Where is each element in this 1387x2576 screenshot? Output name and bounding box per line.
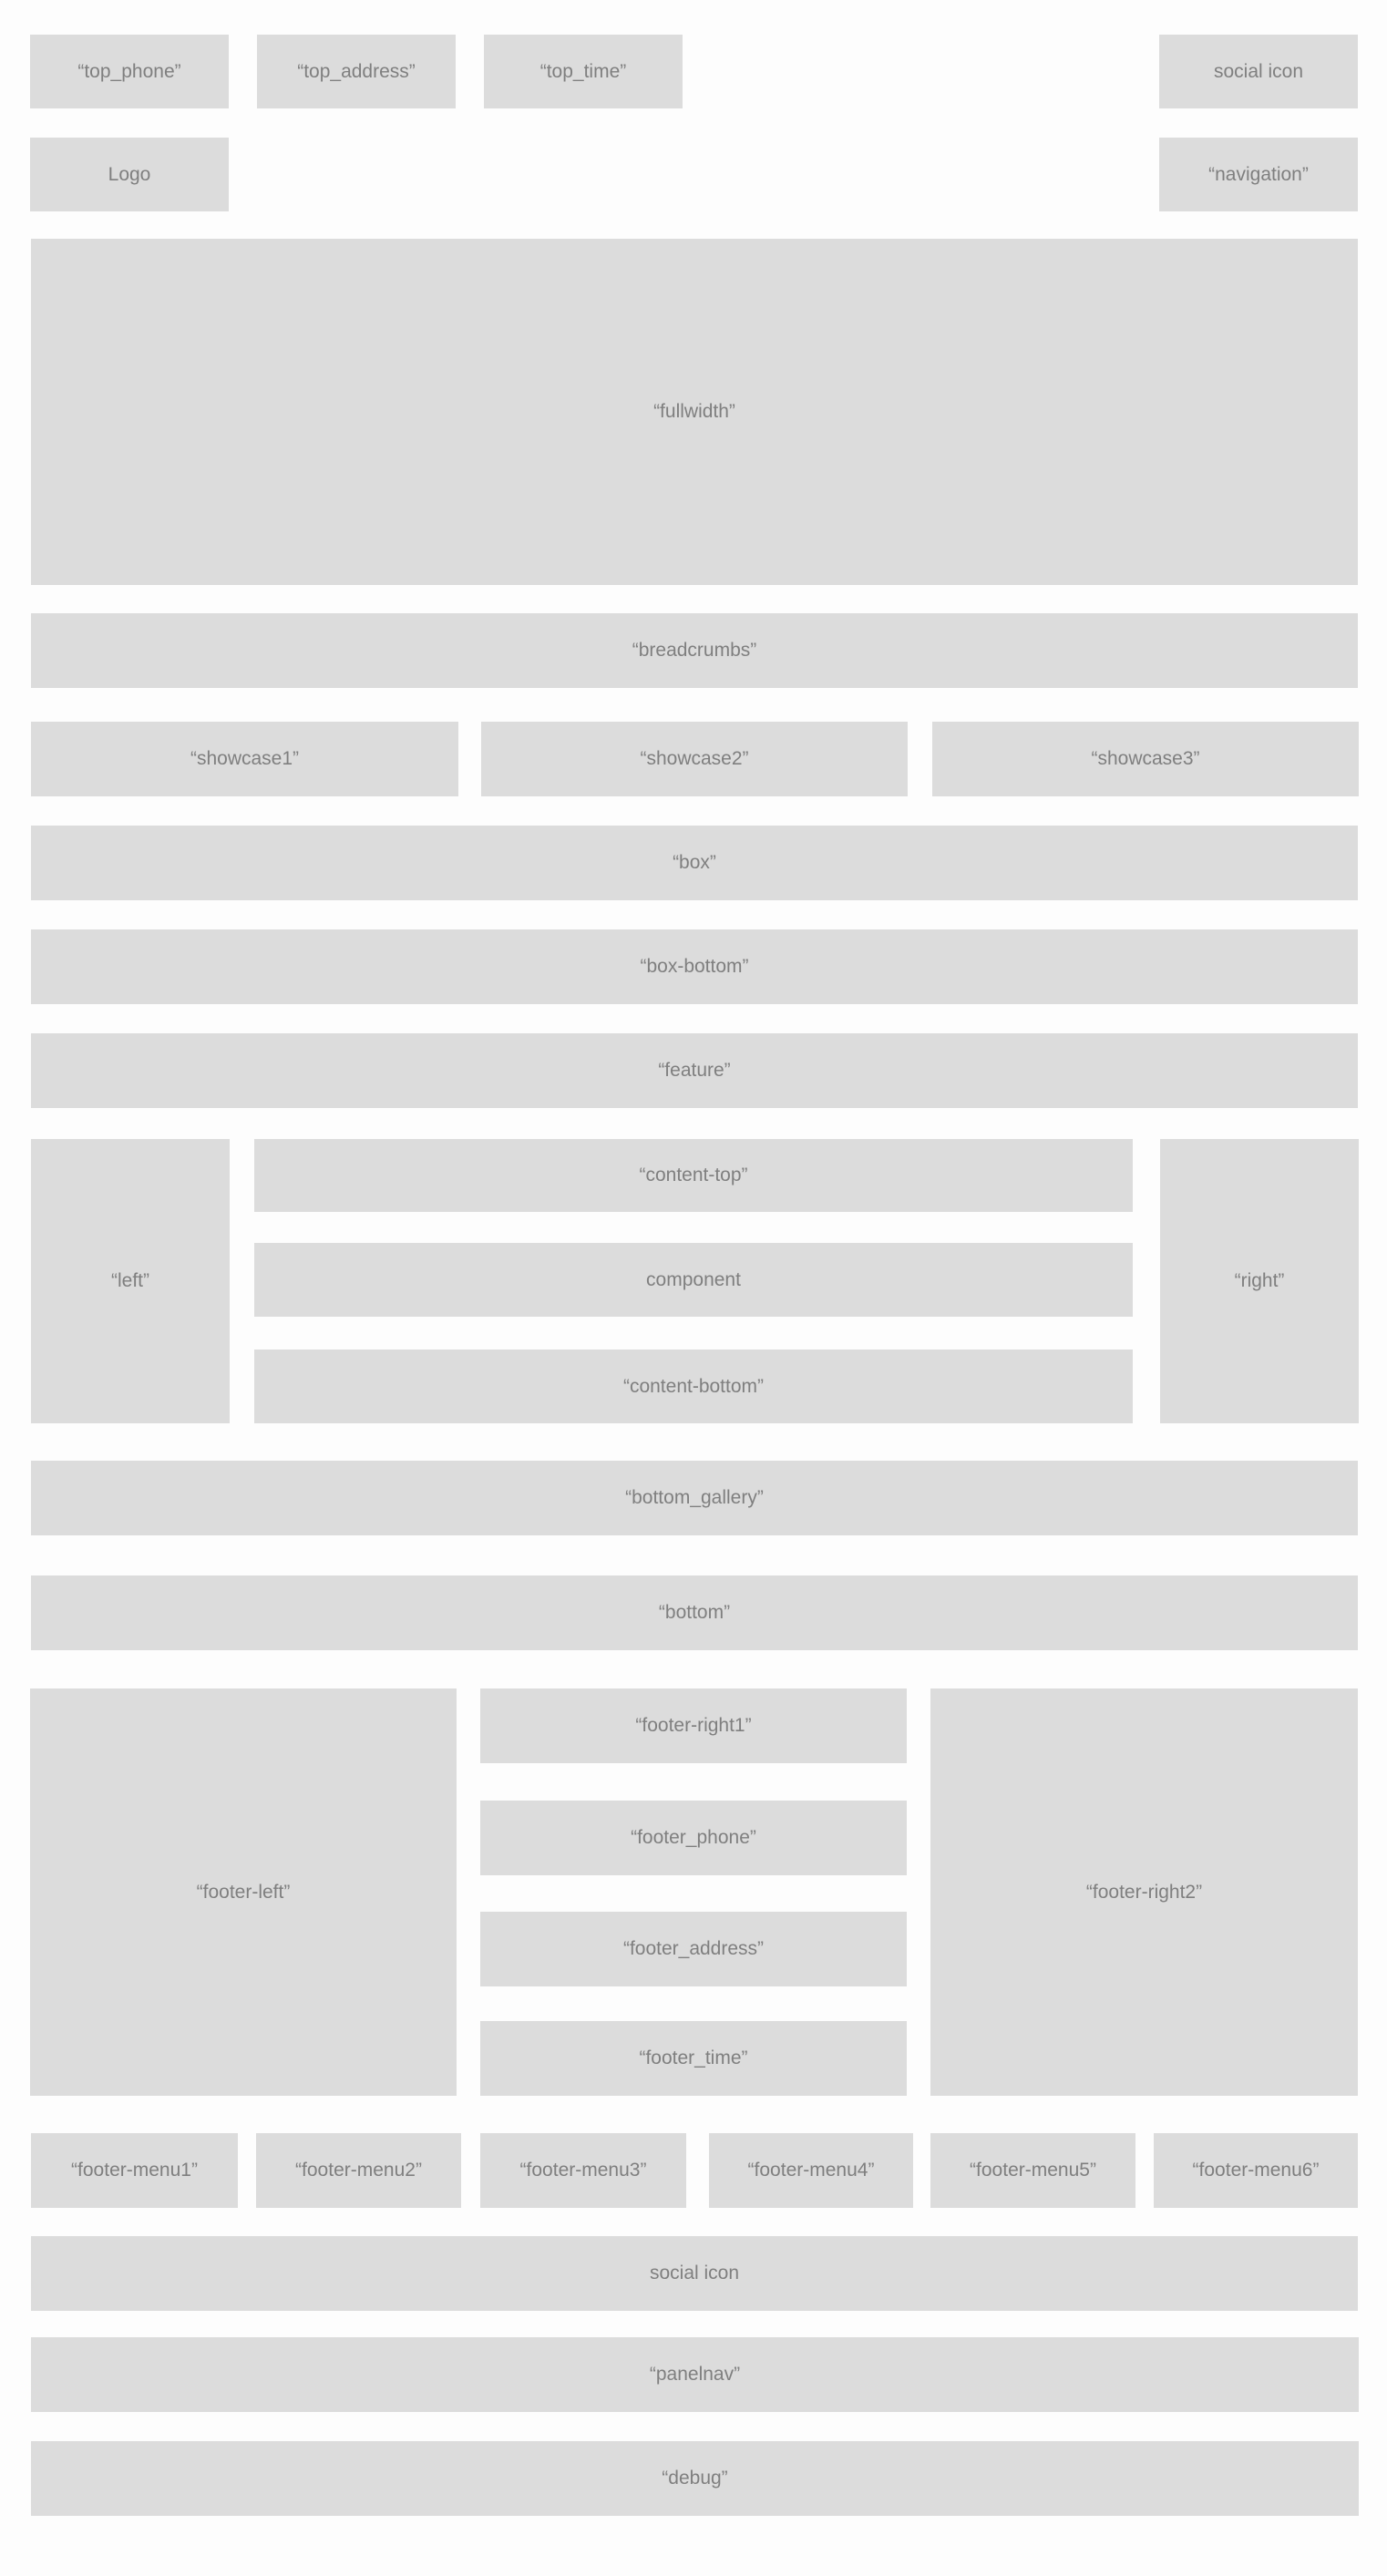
component-block: component — [254, 1243, 1133, 1317]
footer-menu3-block: “footer-menu3” — [480, 2133, 686, 2208]
top-address-block: “top_address” — [257, 35, 456, 108]
bottom-gallery-block: “bottom_gallery” — [31, 1461, 1358, 1535]
showcase2-block: “showcase2” — [481, 722, 908, 796]
content-top-block: “content-top” — [254, 1139, 1133, 1212]
content-bottom-block: “content-bottom” — [254, 1350, 1133, 1423]
showcase1-block: “showcase1” — [31, 722, 458, 796]
footer-address-block: “footer_address” — [480, 1912, 907, 1986]
breadcrumbs-block: “breadcrumbs” — [31, 613, 1358, 688]
top-social-icon-block: social icon — [1159, 35, 1358, 108]
footer-right1-block: “footer-right1” — [480, 1688, 907, 1763]
footer-phone-block: “footer_phone” — [480, 1801, 907, 1875]
box-block: “box” — [31, 826, 1358, 900]
footer-menu4-block: “footer-menu4” — [709, 2133, 913, 2208]
top-time-block: “top_time” — [484, 35, 683, 108]
bottom-block: “bottom” — [31, 1575, 1358, 1650]
left-sidebar-block: “left” — [31, 1139, 230, 1423]
footer-menu1-block: “footer-menu1” — [31, 2133, 238, 2208]
footer-left-block: “footer-left” — [30, 1688, 457, 2096]
footer-social-icon-block: social icon — [31, 2236, 1358, 2311]
box-bottom-block: “box-bottom” — [31, 929, 1358, 1004]
footer-menu6-block: “footer-menu6” — [1154, 2133, 1358, 2208]
panelnav-block: “panelnav” — [31, 2337, 1359, 2412]
footer-time-block: “footer_time” — [480, 2021, 907, 2096]
footer-right2-block: “footer-right2” — [930, 1688, 1358, 2096]
navigation-block: “navigation” — [1159, 138, 1358, 211]
debug-block: “debug” — [31, 2441, 1359, 2516]
logo-block: Logo — [30, 138, 229, 211]
showcase3-block: “showcase3” — [932, 722, 1359, 796]
footer-menu5-block: “footer-menu5” — [930, 2133, 1135, 2208]
footer-menu2-block: “footer-menu2” — [256, 2133, 461, 2208]
right-sidebar-block: “right” — [1160, 1139, 1359, 1423]
feature-block: “feature” — [31, 1033, 1358, 1108]
top-phone-block: “top_phone” — [30, 35, 229, 108]
fullwidth-block: “fullwidth” — [31, 239, 1358, 585]
